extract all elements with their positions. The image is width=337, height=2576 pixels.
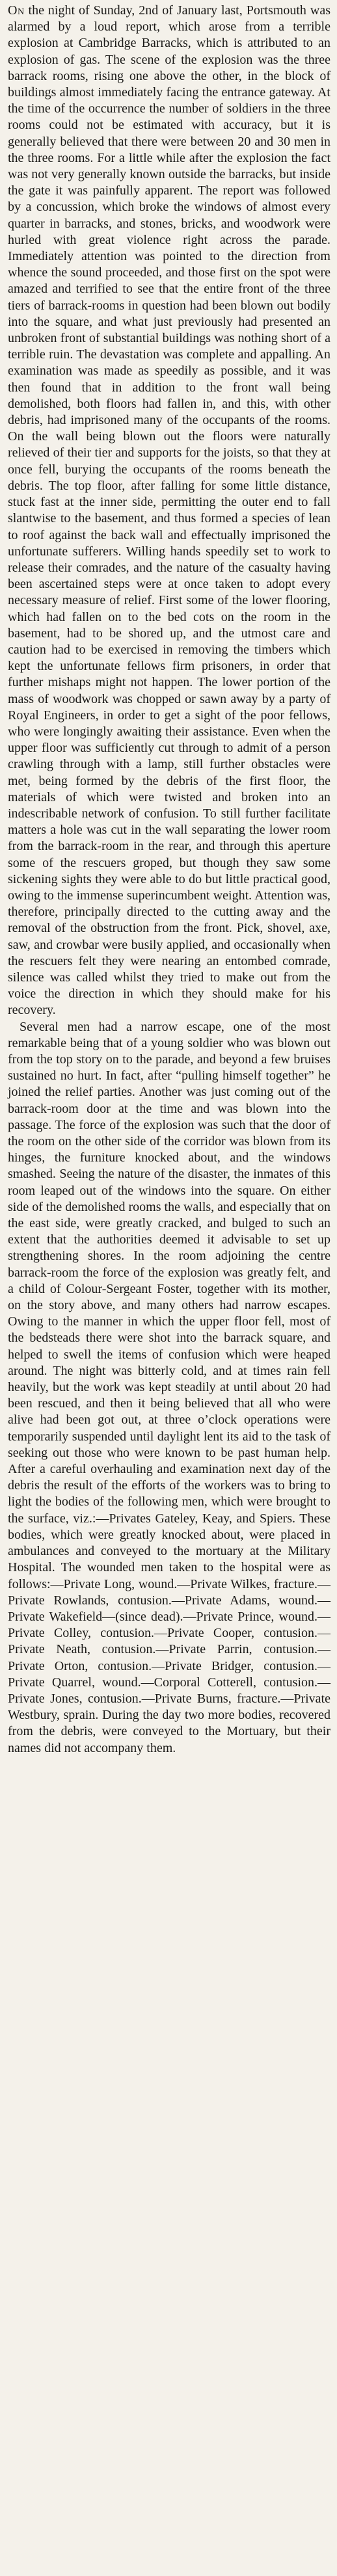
article-paragraph-2: Several men had a narrow escape, one of the most remarkable being that of a young soldier who was blown out from the top story on to the parade, and beyond a few bruises sustained no hurt. In fact, after “pulling himself together” he joined the relief parties. Another was just coming out of the barrack-room door at the time and was blown into the passage. The force of the explosion was such that the door of the room on the other side of the corridor was blown from its hinges, the furniture knocked about, and the windows smashed. Seeing the nature of the disaster, the inmates of this room leaped out of the windows into the square. On either side of the demolished rooms the walls, and especially that on the east side, were greatly cracked, and bulged to such an extent that the authorities deemed it advisable to set up strengthening shores. In the room adjoining the centre barrack-room the force of the explosion was greatly felt, and a child of Colour-Sergeant Foster, together with its mother, on the story above, and many others had narrow escapes. Owing to the manner in which the upper floor fell, most of the bedsteads there were shot into the barrack square, and helped to swell the items of confusion which were heaped around. The night was bitterly cold, and at times rain fell heavily, but the work was kept steadily at until about 20 had been rescued, and then it being believed that all who were alive had been got out, at three o’clock operations were temporarily suspended until daylight lent its aid to the task of seeking out those who were known to be past human help. After a careful overhauling and examination next day of the debris the result of the efforts of the workers was to bring to light the bodies of the following men, which were brought to the surface, viz.:—Privates Gateley, Keay, and Spiers. These bodies, which were greatly knocked about, were placed in ambulances and conveyed to the mortuary at the Military Hospital. The wounded men taken to the hospital were as follows:—Private Long, wound.—Private Wilkes, fracture.—Private Rowlands, contusion.—Private Adams, wound.—Private Wakefield—(since dead).—Private Prince, wound.—Private Colley, contusion.—Private Cooper, contusion.—Private Neath, contusion.—Private Parrin, contusion.—Private Orton, contusion.—Private Bridger, contusion.—Private Quarrel, wound.—Corporal Cotterell, contusion.—Private Jones, contusion.—Private Burns, fracture.—Private Westbury, sprain. During the day two more bodies, recovered from the debris, were conveyed to the Mortuary, but their names did not accompany them. bbox=[8, 1019, 330, 1755]
lead-word: On bbox=[8, 3, 25, 18]
paragraph-1-text: the night of Sunday, 2nd of January last, Portsmouth was alarmed by a loud report, which arose from a terrible explosion at Cambridge Barracks, which is attributed to an explosion of gas. The scene of the explosion was the three barrack rooms, rising one above the other, in the block of buildings almost immediately facing the entrance gateway. At the time of the occurrence the number of soldiers in the three rooms could not be estimated with accuracy, but it is generally believed that there were between 20 and 30 men in the three rooms. For a little while after the explosion the fact was not very generally known outside the barracks, but inside the gate it was painfully apparent. The report was followed by a concussion, which broke the windows of almost every quarter in barracks, and stones, bricks, and woodwork were hurled with great violence right across the parade. Immediately attention was pointed to the direction from whence the sound proceeded, and those first on the spot were amazed and terrified to see that the entire front of the three tiers of barrack-rooms in question had been blown out bodily into the square, and what just previously had presented an unbroken front of substantial buildings was nothing short of a terrible ruin. The devastation was complete and appalling. An examination was made as speedily as possible, and it was then found that in addition to the front wall being demolished, both floors had fallen in, and this, with other debris, had imprisoned many of the occupants of the rooms. On the wall being blown out the floors were naturally relieved of their tier and supports for the joists, so that they at once fell, burying the occupants of the rooms beneath the debris. The top floor, after falling for some little distance, stuck fast at the inner side, permitting the outer end to fall slantwise to the basement, and thus formed a species of lean to roof against the back wall and effectually imprisoned the unfortunate sufferers. Willing hands speedily set to work to release their comrades, and the nature of the casualty having been ascertained steps were at once taken to adopt every necessary measure of relief. First some of the lower flooring, which had fallen on to the bed cots on the room in the basement, had to be shored up, and the utmost care and caution had to be exercised in removing the timbers which kept the unfortunate fellows firm prisoners, in order that further mishaps might not happen. The lower portion of the mass of woodwork was chopped or sawn away by a party of Royal Engineers, in order to get a sight of the poor fellows, who were longingly awaiting their assistance. Even when the upper floor was sufficiently cut through to admit of a person crawling through with a lamp, still further obstacles were met, being formed by the debris of the first floor, the materials of which were twisted and broken into an indescribable network of confusion. To still further facilitate matters a hole was cut in the wall separating the lower room from the barrack-room in the rear, and through this aperture some of the rescuers groped, but though they saw some sickening sights they were able to do but little practical good, owing to the immense superincumbent weight. Attention was, therefore, principally directed to the cutting away and the removal of the obstruction from the front. Pick, shovel, axe, saw, and crowbar were busily applied, and occasionally when the rescuers felt they were nearing an entombed comrade, silence was called whilst they tried to make out from the voice the direction in which they should make for his recovery. bbox=[8, 3, 330, 1018]
article-paragraph-1 bbox=[8, 3, 330, 1019]
